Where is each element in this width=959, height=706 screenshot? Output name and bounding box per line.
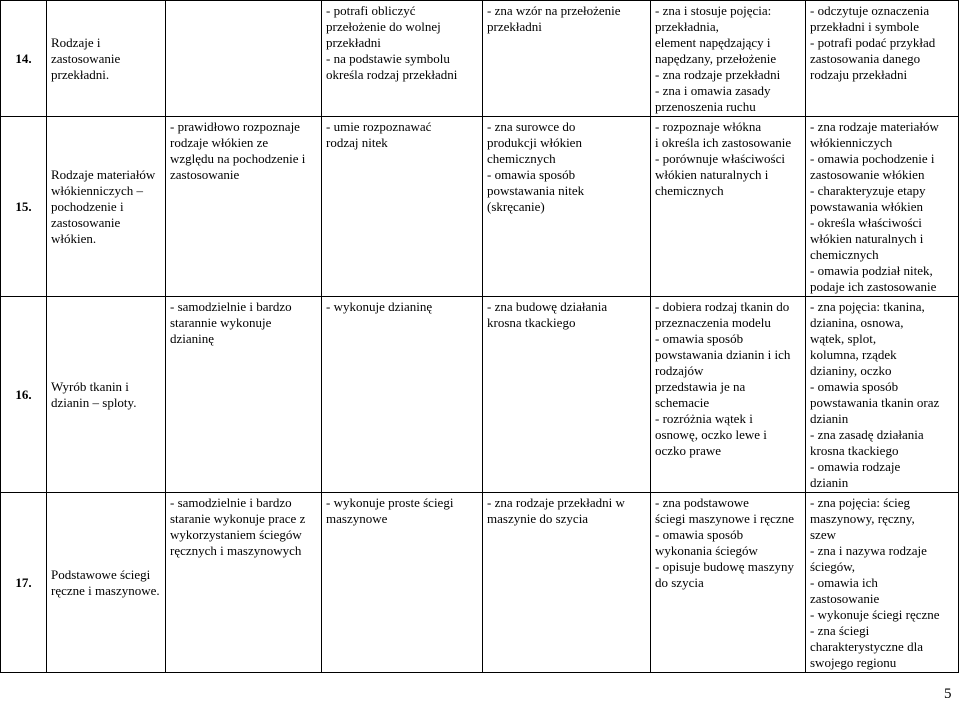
requirement-bardzo-dobra: - potrafi obliczyć przełożenie do wolnej przekładni - na podstawie symbolu określa rodzaj przekładni — [322, 1, 483, 117]
lesson-number: 14. — [1, 1, 47, 117]
lesson-topic: Rodzaje materiałów włókienniczych – pochodzenie i zastosowanie włókien. — [47, 117, 166, 297]
table-row — [1, 1, 959, 117]
table-row — [1, 117, 959, 297]
table-row — [1, 493, 959, 673]
requirement-bardzo-dobra: - wykonuje dzianinę — [322, 297, 483, 493]
requirement-dobra: - zna surowce do produkcji włókien chemicznych - omawia sposób powstawania nitek (skręcanie) — [483, 117, 651, 297]
requirement-dopuszczajaca: - odczytuje oznaczenia przekładni i symbole - potrafi podać przykład zastosowania danego rodzaju przekładni — [806, 1, 959, 117]
requirement-dopuszczajaca: - zna pojęcia: tkanina, dzianina, osnowa, wątek, splot, kolumna, rządek dzianiny, oczko - omawia sposób powstawania tkanin oraz dzianin - zna zasadę działania krosna tkackiego - omawia rodzaje dzianin — [806, 297, 959, 493]
page-number: 5 — [944, 686, 952, 702]
requirement-dostateczna: - rozpoznaje włókna i określa ich zastosowanie - porównuje właściwości włókien naturalnych i chemicznych — [651, 117, 806, 297]
lesson-topic: Podstawowe ściegi ręczne i maszynowe. — [47, 493, 166, 673]
requirement-dopuszczajaca: - zna pojęcia: ścieg maszynowy, ręczny, szew - zna i nazywa rodzaje ściegów, - omawia ich zastosowanie - wykonuje ściegi ręczne - zna ściegi charakterystyczne dla swojego regionu — [806, 493, 959, 673]
lesson-topic: Wyrób tkanin i dzianin – sploty. — [47, 297, 166, 493]
requirement-bardzo-dobra: - wykonuje proste ściegi maszynowe — [322, 493, 483, 673]
requirement-dostateczna: - zna podstawowe ściegi maszynowe i ręczne - omawia sposób wykonania ściegów - opisuje budowę maszyny do szycia — [651, 493, 806, 673]
table-row — [1, 297, 959, 493]
requirement-dobra: - zna rodzaje przekładni w maszynie do szycia — [483, 493, 651, 673]
requirement-dostateczna: - dobiera rodzaj tkanin do przeznaczenia modelu - omawia sposób powstawania dzianin i ich rodzajów przedstawia je na schemacie - rozróżnia wątek i osnowę, oczko lewe i oczko prawe — [651, 297, 806, 493]
requirement-bardzo-dobra: - umie rozpoznawać rodzaj nitek — [322, 117, 483, 297]
requirement-celujaca: - samodzielnie i bardzo starannie wykonuje dzianinę — [166, 297, 322, 493]
lesson-number: 17. — [1, 493, 47, 673]
requirement-celujaca: - samodzielnie i bardzo staranie wykonuje prace z wykorzystaniem ściegów ręcznych i maszynowych — [166, 493, 322, 673]
requirement-celujaca — [166, 1, 322, 117]
lesson-number: 15. — [1, 117, 47, 297]
requirement-celujaca: - prawidłowo rozpoznaje rodzaje włókien ze względu na pochodzenie i zastosowanie — [166, 117, 322, 297]
requirement-dobra: - zna budowę działania krosna tkackiego — [483, 297, 651, 493]
requirement-dostateczna: - zna i stosuje pojęcia: przekładnia, element napędzający i napędzany, przełożenie - zna rodzaje przekładni - zna i omawia zasady przenoszenia ruchu — [651, 1, 806, 117]
lesson-topic: Rodzaje i zastosowanie przekładni. — [47, 1, 166, 117]
requirement-dopuszczajaca: - zna rodzaje materiałów włókienniczych - omawia pochodzenie i zastosowanie włókien - charakteryzuje etapy powstawania włókien - określa właściwości włókien naturalnych i chemicznych - omawia podział nitek, podaje ich zastosowanie — [806, 117, 959, 297]
lesson-number: 16. — [1, 297, 47, 493]
requirement-dobra: - zna wzór na przełożenie przekładni — [483, 1, 651, 117]
